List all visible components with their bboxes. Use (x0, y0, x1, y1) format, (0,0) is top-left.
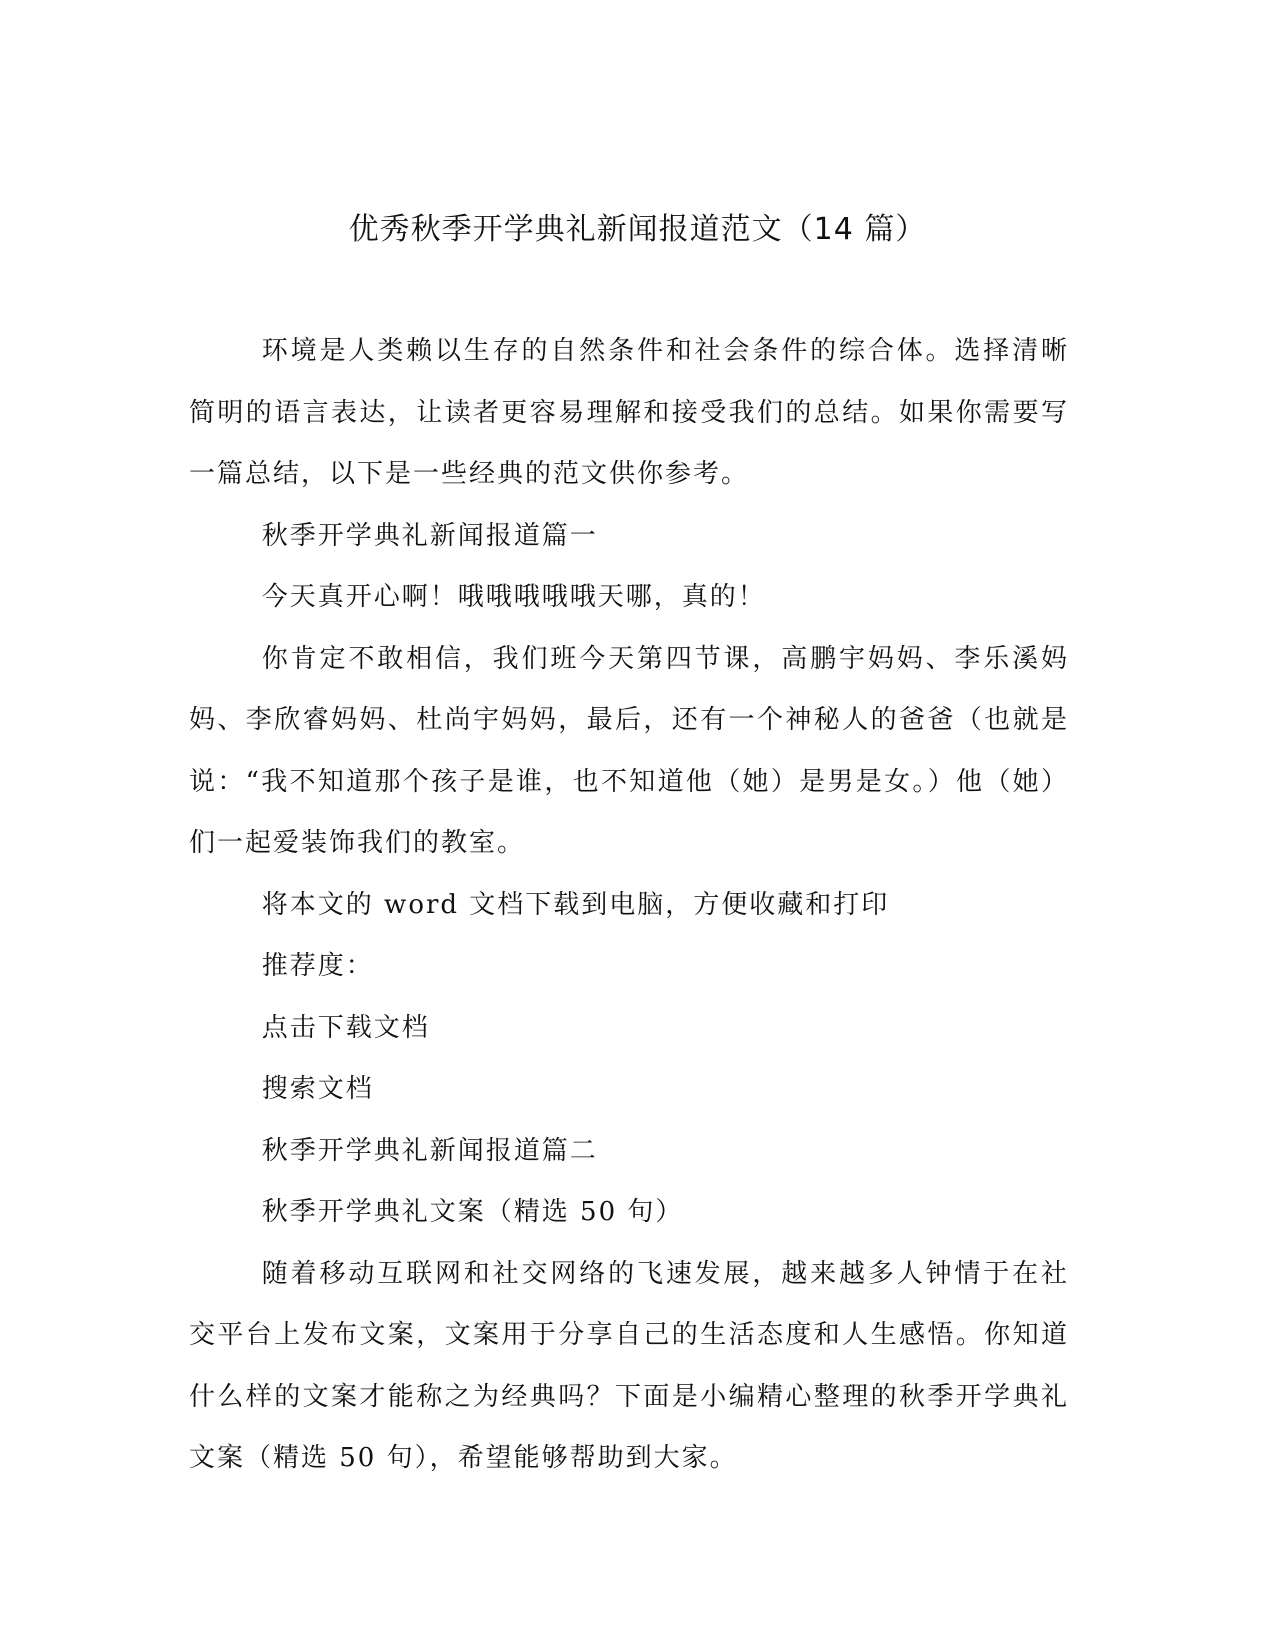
section-heading-part-1: 秋季开学典礼新闻报道篇一 (261, 520, 598, 551)
intro-paragraph: 环境是人类赖以生存的自然条件和社会条件的综合体。选择清晰简明的语言表达，让读者更容易理解和接受我们的总结。如果你需要写一篇总结，以下是一些经典的范文供你参考。 (189, 336, 1069, 489)
body-paragraph: 随着移动互联网和社交网络的飞速发展，越来越多人钟情于在社交平台上发布文案，文案用于分享自己的生活态度和人生感悟。你知道什么样的文案才能称之为经典吗？下面是小编精心整理的秋季开学典礼文案（精选 50 句），希望能够帮助到大家。 (189, 1258, 1069, 1473)
recommendation-label: 推荐度： (261, 951, 374, 981)
search-document-link[interactable]: 搜索文档 (261, 1074, 374, 1104)
section-heading-part-2: 秋季开学典礼新闻报道篇二 (261, 1135, 598, 1166)
download-note: 将本文的 word 文档下载到电脑，方便收藏和打印 (261, 889, 890, 920)
document-title: 优秀秋季开学典礼新闻报道范文（14 篇） (348, 212, 927, 247)
subsection-heading: 秋季开学典礼文案（精选 50 句） (261, 1197, 684, 1227)
document-body (189, 321, 1069, 1490)
body-paragraph: 你肯定不敢相信，我们班今天第四节课，高鹏宇妈妈、李乐溪妈妈、李欣睿妈妈、杜尚宇妈妈，最后，还有一个神秘人的爸爸（也就是说：“我不知道那个孩子是谁，也不知道他（她）是男是女。）他（她）们一起爱装饰我们的教室。 (189, 643, 1069, 858)
download-document-link[interactable]: 点击下载文档 (261, 1012, 430, 1043)
body-paragraph: 今天真开心啊！哦哦哦哦哦天哪，真的！ (261, 582, 766, 612)
